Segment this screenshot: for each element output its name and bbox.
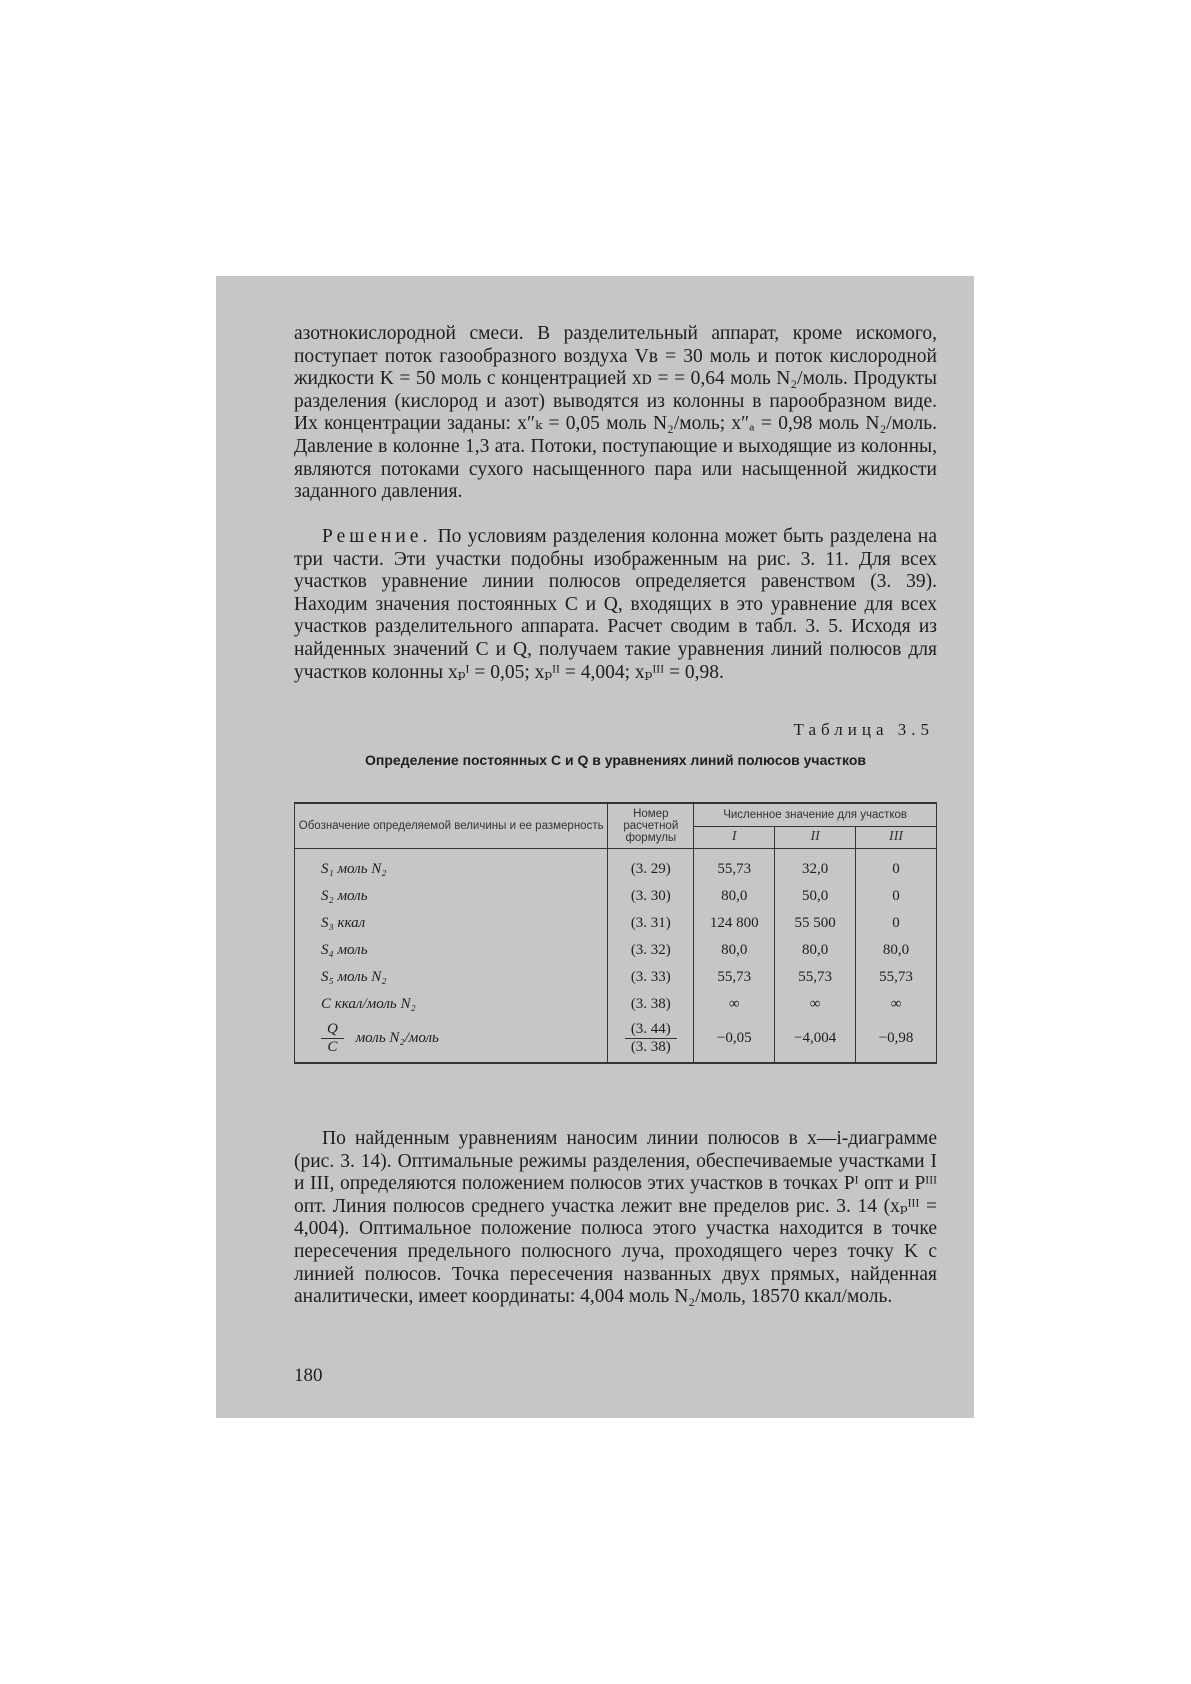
row-quantity: C ккал/моль N₂: [295, 991, 608, 1018]
formula-denominator: (3. 38): [630, 1039, 671, 1055]
row-quantity: S₄ моль: [295, 937, 608, 964]
table-row: [295, 991, 937, 1018]
row-value-2: 80,0: [775, 937, 856, 964]
constants-table: [294, 802, 937, 1064]
row-formula: (3. 32): [608, 937, 694, 964]
row-value-1: −0,05: [694, 1018, 775, 1063]
header-quantity: Обозначение определяемой величины и ее размерность: [295, 803, 608, 849]
row-value-3: 0: [856, 910, 937, 937]
table-caption: Определение постоянных C и Q в уравнениях линий полюсов участков: [365, 752, 866, 768]
book-page: [216, 276, 974, 1418]
header-values: Численное значение для участков: [694, 803, 937, 826]
row-value-3: −0,98: [856, 1018, 937, 1063]
paragraph-diagram-text: По найденным уравнениям наносим линии полюсов в x—i-диаграмме (рис. 3. 14). Оптимальные режимы разделения, обеспечиваемые участками I и III, определяются положением полюсов этих участков в точках Pᴵ опт и Pᴵᴵᴵ опт. Линия полюсов среднего участка лежит вне пределов рис. 3. 14 (xₚᴵᴵᴵ = 4,004). Оптимальное положение полюса этого участка находится в точке пересечения предельного полюсного луча, проходящего через точку K с линией полюсов. Точка пересечения названных двух прямых, найденная аналитически, имеет координаты: 4,004 моль N₂/моль, 18570 ккал/моль.: [294, 1128, 937, 1308]
row-value-2: 55,73: [775, 964, 856, 991]
row-quantity: S₅ моль N₂: [295, 964, 608, 991]
header-section-2: II: [775, 826, 856, 848]
row-formula: (3. 38): [608, 991, 694, 1018]
table-row: [295, 1018, 937, 1063]
header-section-3: III: [856, 826, 937, 848]
fraction-denominator: C: [327, 1039, 338, 1055]
row-value-2: −4,004: [775, 1018, 856, 1063]
row-value-2: 50,0: [775, 883, 856, 910]
row-formula: (3. 30): [608, 883, 694, 910]
row-value-1: 55,73: [694, 849, 775, 884]
fraction-unit: моль N₂/моль: [355, 1029, 439, 1046]
row-value-3: ∞: [856, 991, 937, 1018]
header-formula: Номер расчетной формулы: [608, 803, 694, 849]
header-section-1: I: [694, 826, 775, 848]
row-value-3: 0: [856, 849, 937, 884]
fraction-numerator: Q: [321, 1021, 344, 1039]
formula-numerator: (3. 44): [625, 1021, 677, 1039]
row-formula-fraction: [608, 1018, 694, 1063]
row-quantity-fraction: [295, 1018, 608, 1063]
paragraph-diagram: [294, 1128, 937, 1309]
paragraph-intro: [294, 323, 937, 504]
table-row: [295, 964, 937, 991]
row-value-3: 80,0: [856, 937, 937, 964]
row-quantity: S₃ ккал: [295, 910, 608, 937]
solution-lead: Решение.: [322, 526, 432, 547]
table-row: [295, 937, 937, 964]
row-value-2: 55 500: [775, 910, 856, 937]
row-value-2: ∞: [775, 991, 856, 1018]
row-formula: (3. 33): [608, 964, 694, 991]
page-number: 180: [294, 1365, 323, 1386]
row-value-1: ∞: [694, 991, 775, 1018]
solution-text: По условиям разделения колонна может быть разделена на три части. Эти участки подобны изображенным на рис. 3. 11. Для всех участков уравнение линии полюсов определяется равенством (3. 39). Находим значения постоянных C и Q, входящих в это уравнение для всех участков разделительного аппарата. Расчет сводим в табл. 3. 5. Исходя из найденных значений C и Q, получаем такие уравнения линий полюсов для участков колонны xₚᴵ = 0,05; xₚᴵᴵ = 4,004; xₚᴵᴵᴵ = 0,98.: [294, 526, 937, 683]
row-formula: (3. 29): [608, 849, 694, 884]
row-value-1: 80,0: [694, 883, 775, 910]
table-label: Таблица 3.5: [793, 720, 934, 739]
row-value-2: 32,0: [775, 849, 856, 884]
q-over-c-fraction: [321, 1021, 344, 1056]
row-value-3: 0: [856, 883, 937, 910]
paragraph-solution: [294, 526, 937, 684]
row-value-1: 124 800: [694, 910, 775, 937]
table-row: [295, 849, 937, 884]
row-value-1: 80,0: [694, 937, 775, 964]
row-quantity: S₂ моль: [295, 883, 608, 910]
row-quantity: S₁ моль N₂: [295, 849, 608, 884]
table-row: [295, 883, 937, 910]
row-formula: (3. 31): [608, 910, 694, 937]
table-row: [295, 910, 937, 937]
row-value-3: 55,73: [856, 964, 937, 991]
paragraph-intro-text: азотнокислородной смеси. В разделительный аппарат, кроме искомого, поступает поток газообразного воздуха Vв = 30 моль и поток кислородной жидкости K = 50 моль с концентрацией xᴅ = = 0,64 моль N₂/моль. Продукты разделения (кислород и азот) выводятся из колонны в парообразном виде. Их концентрации заданы: x″ₖ = 0,05 моль N₂/моль; x″ₐ = 0,98 моль N₂/моль. Давление в колонне 1,3 ата. Потоки, поступающие и выходящие из колонны, являются потоками сухого насыщенного пара или насыщенной жидкости заданного давления.: [294, 323, 937, 503]
row-value-1: 55,73: [694, 964, 775, 991]
